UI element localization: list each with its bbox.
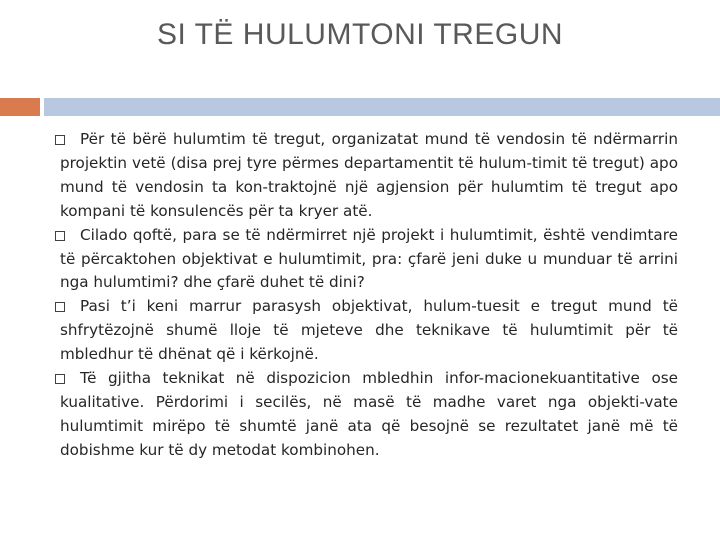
bullet-item bbox=[60, 295, 678, 367]
bullet-list bbox=[60, 128, 678, 463]
bullet-text: Pasi t’i keni marrur parasysh objektivat, hulum-tuesit e tregut mund të shfrytëzojnë shumë lloje të mjeteve dhe teknikave të hulumtimit për të mbledhur të dhënat që i kërkojnë. bbox=[60, 297, 678, 364]
title-rule-bar bbox=[44, 98, 720, 116]
bullet-item bbox=[60, 367, 678, 463]
slide-title: SI TË HULUMTONI TREGUN bbox=[156, 18, 564, 51]
bullet-text: Të gjitha teknikat në dispozicion mbledhin infor-macionekuantitative ose kualitative. Përdorimi i secilës, në masë të madhe varet nga objekti-vate hulumtimit mirëpo të shumtë janë ata që besojnë se rezultatet janë më të dobishme kur të dy metodat kombinohen. bbox=[60, 369, 678, 459]
title-accent-bar bbox=[0, 98, 40, 116]
bullet-item bbox=[60, 128, 678, 224]
square-bullet-icon bbox=[55, 135, 65, 145]
bullet-item bbox=[60, 224, 678, 296]
square-bullet-icon bbox=[55, 231, 65, 241]
square-bullet-icon bbox=[55, 374, 65, 384]
bullet-text: Për të bërë hulumtim të tregut, organizatat mund të vendosin të ndërmarrin projektin vetë (disa prej tyre përmes departamentit të hulum-timit të tregut) apo mund të vendosin ta kon-traktojnë një agjension për hulumtim të tregut apo kompani të konsulencës për ta kryer atë. bbox=[60, 130, 678, 220]
bullet-text: Cilado qoftë, para se të ndërmirret një projekt i hulumtimit, është vendimtare të përcaktohen objektivat e hulumtimit, pra: çfarë jeni duke u munduar të arrini nga hulumtimi? dhe çfarë duhet të dini? bbox=[60, 225, 678, 292]
square-bullet-icon bbox=[55, 302, 65, 312]
